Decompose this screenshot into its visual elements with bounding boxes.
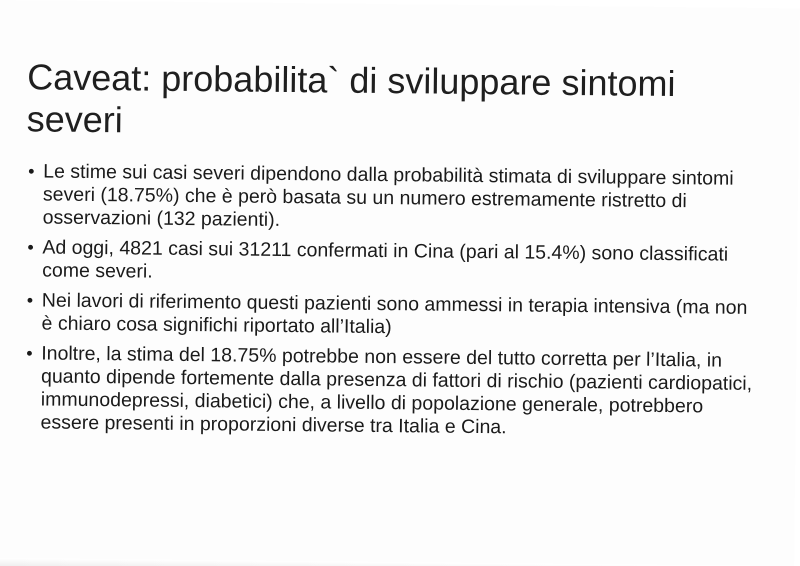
slide-bottom-edge bbox=[0, 558, 794, 566]
bullet-dot-icon: • bbox=[28, 161, 35, 182]
slide-title: Caveat: probabilita` di sviluppare sintomi severi bbox=[26, 56, 676, 141]
bullet-text: Le stime sui casi severi dipendono dalla probabilità stimata di sviluppare sintomi severi (18.75%) che è però basata su un numero estremamente ristretto di osservazioni (132 pazienti). bbox=[42, 160, 734, 231]
bullet-item bbox=[28, 160, 759, 237]
bullet-item bbox=[26, 289, 756, 343]
bullet-item bbox=[27, 236, 757, 290]
bullet-item bbox=[25, 342, 756, 442]
bullet-list bbox=[25, 160, 758, 449]
bullet-dot-icon: • bbox=[26, 343, 33, 364]
bullet-text: Ad oggi, 4821 casi sui 31211 confermati in Cina (pari al 15.4%) sono classificati come severi. bbox=[42, 236, 729, 283]
bullet-text: Nei lavori di riferimento questi pazienti sono ammessi in terapia intensiva (ma non è chiaro cosa significhi riportato all’Italia) bbox=[41, 289, 748, 339]
bullet-dot-icon: • bbox=[26, 290, 34, 311]
bullet-dot-icon: • bbox=[27, 237, 34, 258]
bullet-text: Inoltre, la stima del 18.75% potrebbe non essere del tutto corretta per l’Italia, in quanto dipende fortemente dalla presenza di fattori di rischio (pazienti cardiopatici, immunodepressi, diabetici) che, a livello di popolazione generale, potrebbero essere presenti in proporzioni diverse tra Italia e Cina. bbox=[40, 342, 753, 439]
